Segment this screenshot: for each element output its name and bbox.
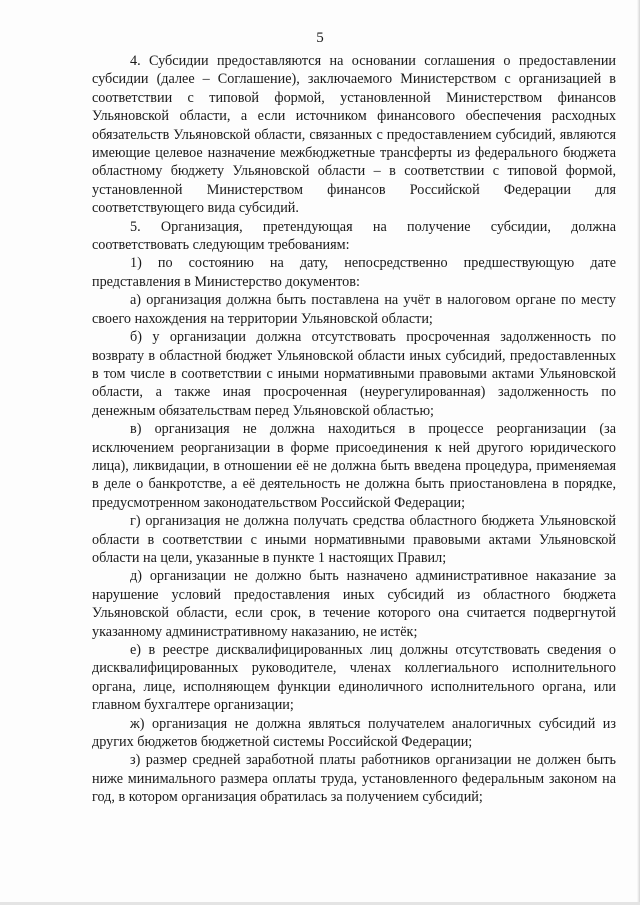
paragraph-a-tax-registration: а) организация должна быть поставлена на учёт в налоговом органе по месту своего нахождения на территории Ульяновской области; <box>92 292 616 327</box>
page-number: 5 <box>316 30 324 46</box>
paragraph-z-minimum-wage: з) размер средней заработной платы работников организации не должен быть ниже минимального размера оплаты труда, установленного федеральным законом на год, в котором организация обратилась за получением субсидий; <box>92 752 616 806</box>
paragraph-5-1-date: 1) по состоянию на дату, непосредственно предшествующую дате представления в Министерство документов: <box>92 255 616 290</box>
paragraph-zh-no-similar-subsidies: ж) организация не должна являться получателем аналогичных субсидий из других бюджетов бюджетной системы Российской Федерации; <box>92 715 616 751</box>
paragraph-v-no-reorganization: в) организация не должна находиться в процессе реорганизации (за исключением реорганизации в форме присоединения к ней другого юридического лица), ликвидации, в отношении её не должна быть введена процедура, применяемая в деле о банкротстве, а её деятельность не должна быть приостановлена в порядке, предусмотренном законодательством Российской Федерации; <box>92 421 616 511</box>
paragraph-b-no-debt: б) у организации должна отсутствовать просроченная задолженность по возврату в областной бюджет Ульяновской области иных субсидий, предоставленных в том числе в соответствии с иными нормативными правовыми актами Ульяновской области, а также иная просроченная (неурегулированная) задолженность по денежным обязательствам перед Ульяновской областью; <box>92 329 616 419</box>
paragraph-e-disqualified-registry: е) в реестре дисквалифицированных лиц должны отсутствовать сведения о дисквалифицированных руководителе, членах коллегиального исполнительного органа, лице, исполняющем функции единоличного исполнительного органа, или главном бухгалтере организации; <box>92 642 616 714</box>
paragraph-4-subsidy-agreement: 4. Субсидии предоставляются на основании соглашения о предоставлении субсидии (далее – Соглашение), заключаемого Министерством с организацией в соответствии с типовой формой, установленной Министерством финансов Ульяновской области, а если источником финансового обеспечения расходных обязательств Ульяновской области, связанных с предоставлением субсидий, являются имеющие целевое назначение межбюджетные трансферты из федерального бюджета областному бюджету Ульяновской области – в соответствии с типовой формой, установленной Министерством финансов Российской Федерации для соответствующего вида субсидий. <box>92 53 616 217</box>
paragraph-g-no-other-funds: г) организация не должна получать средства областного бюджета Ульяновской области в соответствии с иными нормативными правовыми актами Ульяновской области на цели, указанные в пункте 1 настоящих Правил; <box>92 513 616 566</box>
document-body <box>92 52 616 807</box>
paragraph-d-no-penalty: д) организации не должно быть назначено административное наказание за нарушение условий предоставления иных субсидий из областного бюджета Ульяновской области, если срок, в течение которого она считается подвергнутой указанному административному наказанию, не истёк; <box>92 568 616 640</box>
paragraph-5-requirements: 5. Организация, претендующая на получение субсидии, должна соответствовать следующим требованиям: <box>92 218 616 254</box>
